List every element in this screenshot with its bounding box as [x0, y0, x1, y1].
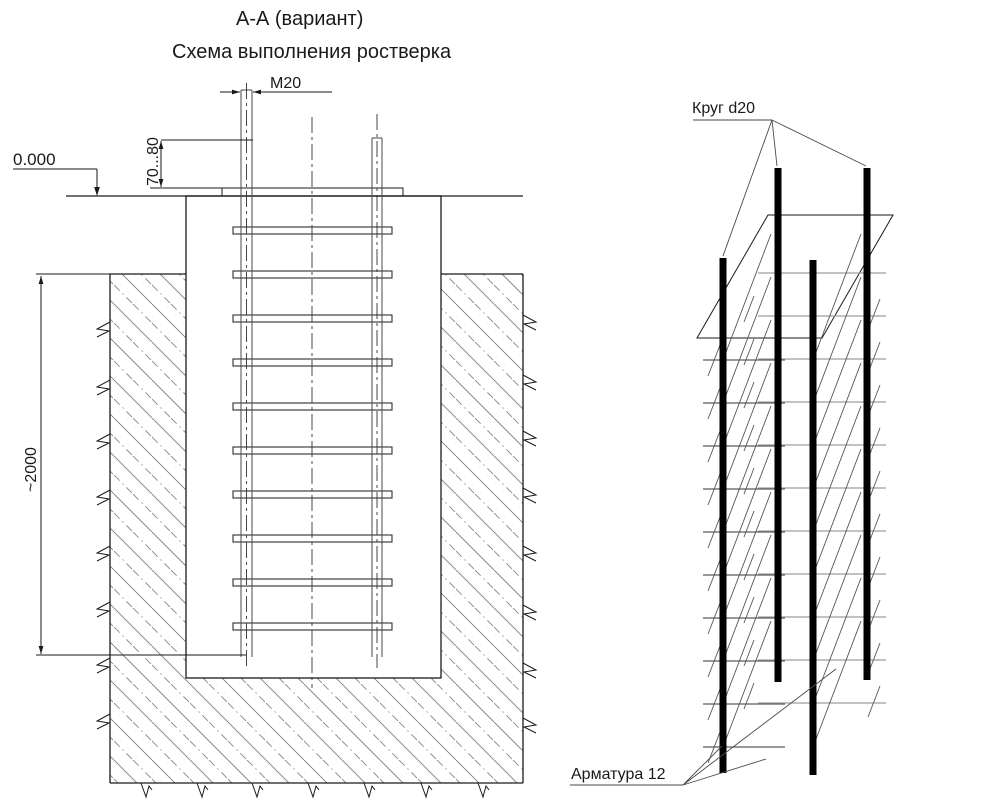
rod-front-left [720, 258, 727, 773]
page-title: А-А (вариант) [236, 8, 364, 30]
soil-break-marks-left [97, 322, 110, 729]
spiral-hoops [703, 234, 886, 763]
anchor-bolts [241, 90, 382, 657]
elevation-label: 0.000 [13, 150, 56, 169]
rod-back-left [775, 168, 782, 682]
dimension-elevation [13, 150, 100, 196]
protrusion-label: 70...80 [145, 137, 162, 186]
cage-view [570, 100, 893, 785]
soil-break-marks-bottom [141, 783, 489, 797]
depth-label: ~2000 [23, 447, 40, 492]
concrete-pier [186, 196, 441, 678]
base-plate [222, 188, 403, 196]
bolt-size-label: М20 [270, 75, 302, 92]
dimension-protrusion [145, 137, 253, 188]
rebar-ties [233, 227, 392, 630]
rod-label: Круг d20 [692, 100, 756, 117]
page-subtitle: Схема выполнения ростверка [172, 41, 452, 63]
centerlines [247, 83, 378, 688]
dimension-bolt-size [220, 75, 332, 94]
section-view [13, 75, 536, 797]
spiral-label-leader [570, 669, 836, 785]
spiral-label: Арматура 12 [571, 766, 666, 783]
rod-back-right [864, 168, 871, 680]
rod-front-right [810, 260, 817, 775]
soil-break-marks-right [523, 315, 536, 733]
